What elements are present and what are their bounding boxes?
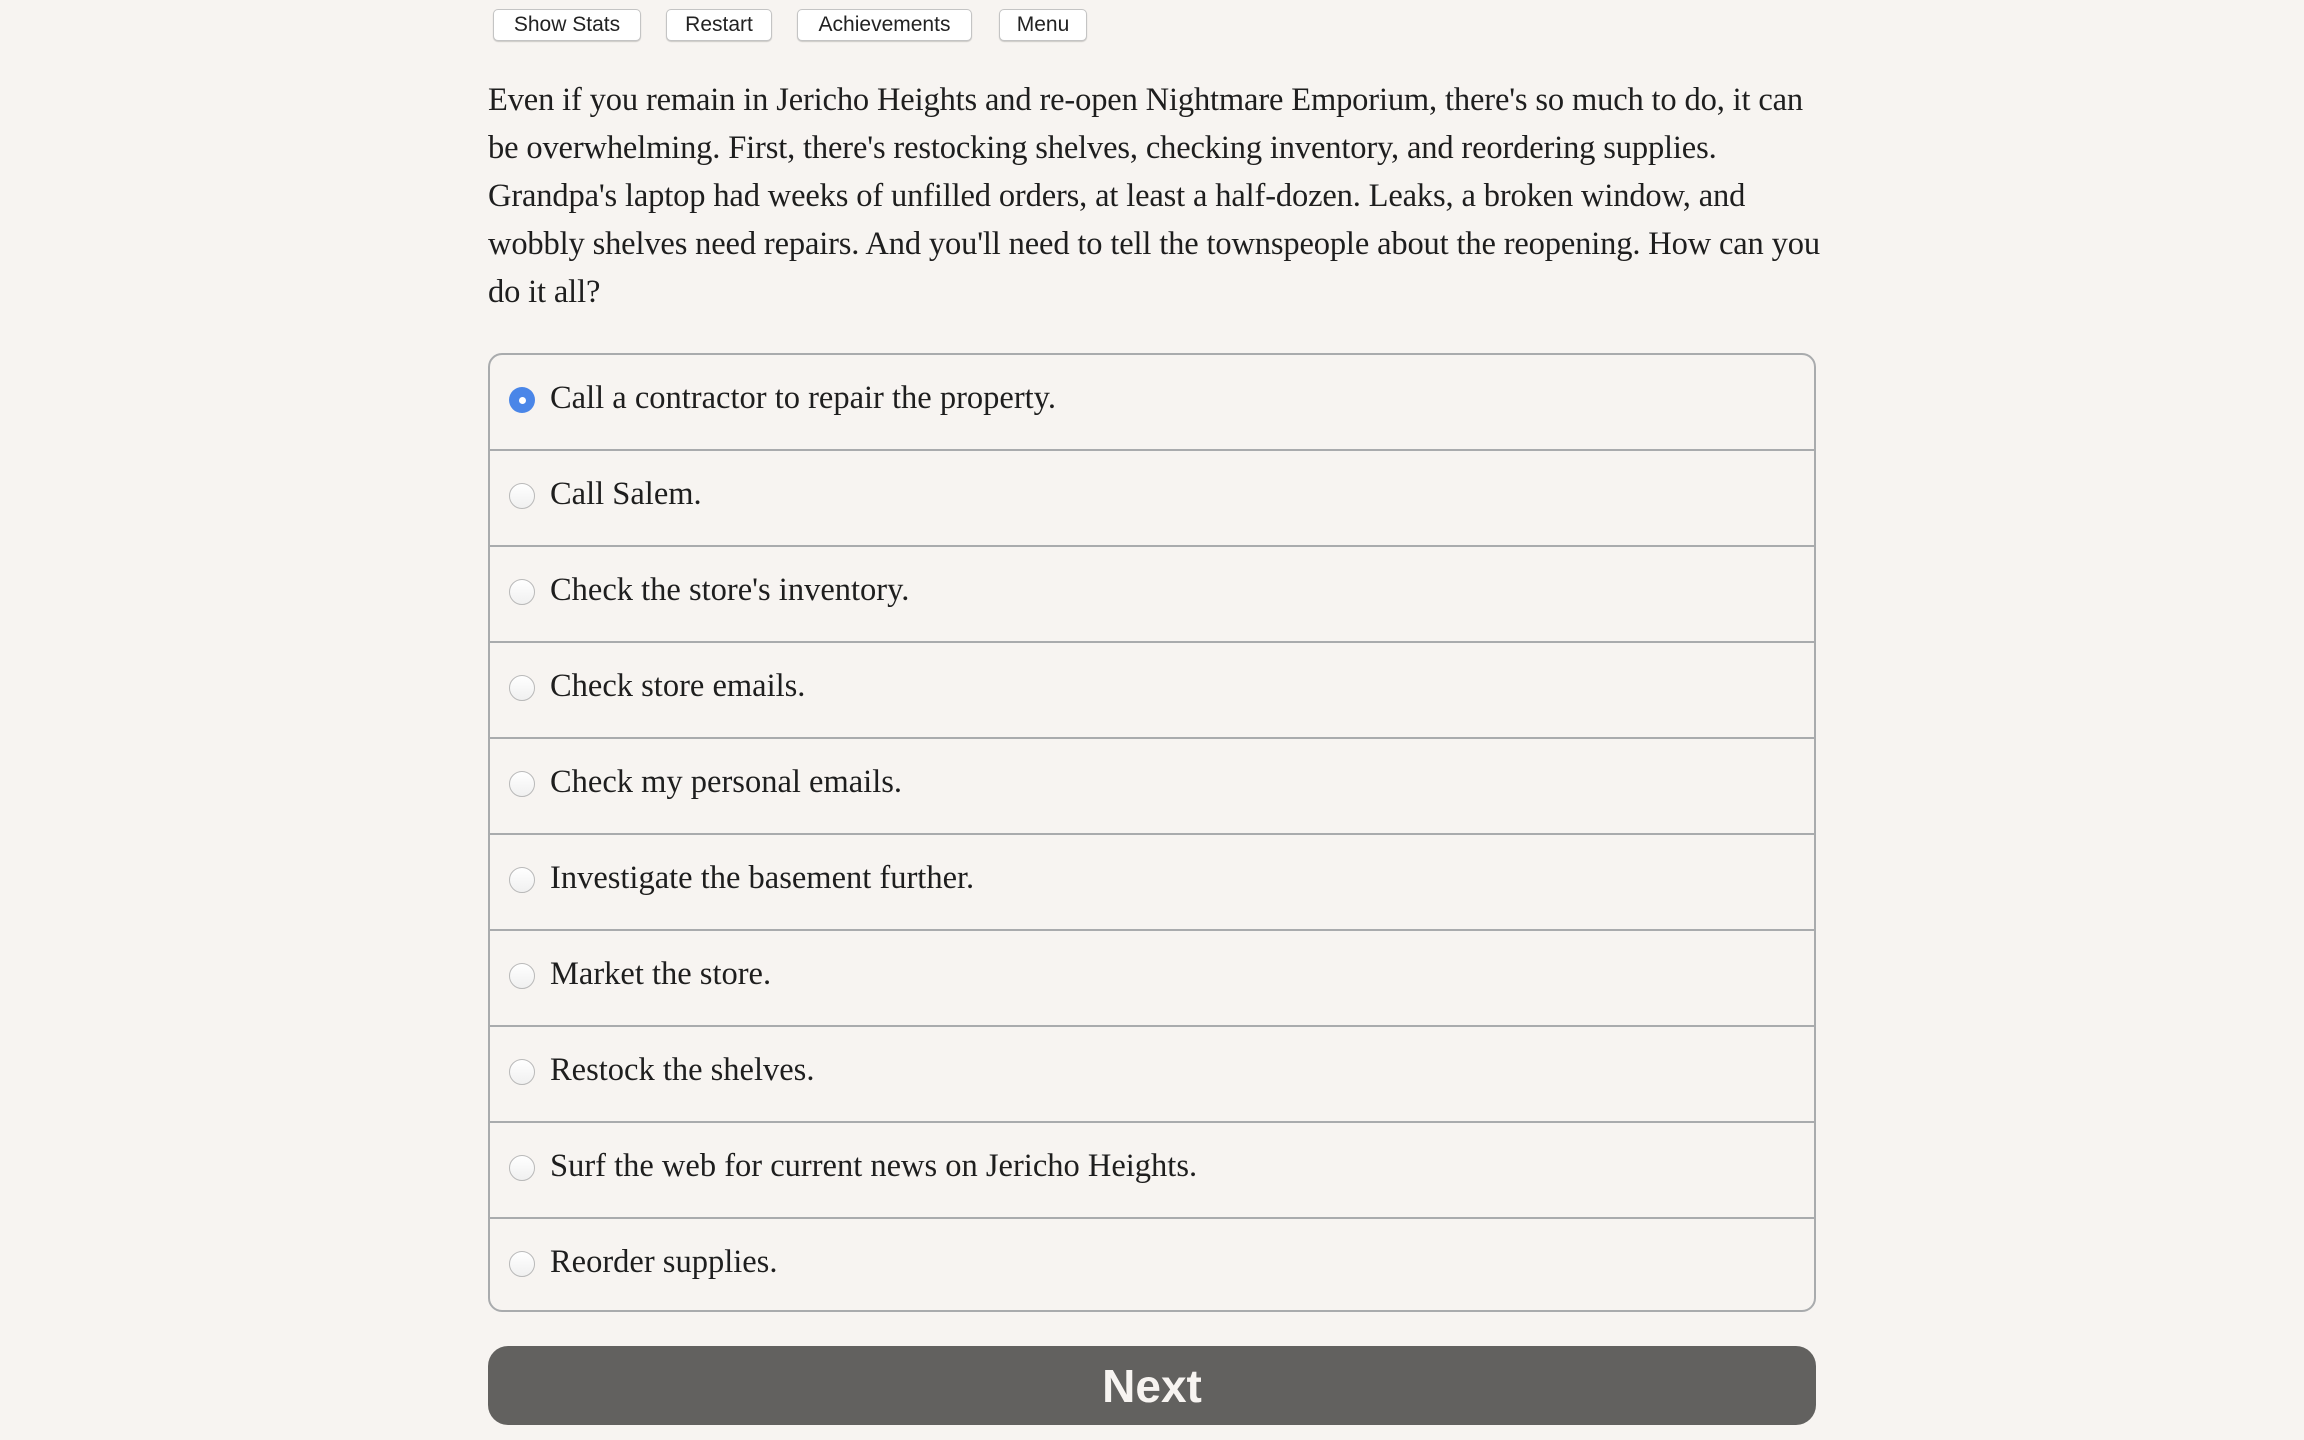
radio-unselected-icon[interactable] [509,579,535,605]
radio-unselected-icon[interactable] [509,675,535,701]
choice-label: Check store emails. [550,668,806,704]
choice-option[interactable] [490,451,1814,547]
achievements-button[interactable]: Achievements [797,9,972,41]
radio-unselected-icon[interactable] [509,867,535,893]
choice-option[interactable] [490,1027,1814,1123]
choice-list [488,353,1816,1312]
show-stats-button[interactable]: Show Stats [493,9,641,41]
radio-unselected-icon[interactable] [509,1251,535,1277]
choice-option[interactable] [490,739,1814,835]
choice-option[interactable] [490,1219,1814,1312]
radio-unselected-icon[interactable] [509,1155,535,1181]
radio-unselected-icon[interactable] [509,771,535,797]
menu-button[interactable]: Menu [999,9,1087,41]
radio-selected-icon[interactable] [509,387,535,413]
choice-label: Call Salem. [550,476,702,512]
radio-unselected-icon[interactable] [509,483,535,509]
choice-label: Reorder supplies. [550,1244,778,1280]
choice-label: Investigate the basement further. [550,860,975,896]
choice-option[interactable] [490,547,1814,643]
choice-label: Check my personal emails. [550,764,902,800]
choice-option[interactable] [490,643,1814,739]
next-button[interactable]: Next [488,1346,1816,1425]
choice-label: Restock the shelves. [550,1052,815,1088]
choice-option[interactable] [490,1123,1814,1219]
choice-option[interactable] [490,835,1814,931]
choice-label: Check the store's inventory. [550,572,910,608]
choice-option[interactable] [490,355,1814,451]
radio-unselected-icon[interactable] [509,963,535,989]
choice-label: Market the store. [550,956,772,992]
choice-option[interactable] [490,931,1814,1027]
choice-label: Surf the web for current news on Jericho Heights. [550,1148,1198,1184]
restart-button[interactable]: Restart [666,9,772,41]
radio-unselected-icon[interactable] [509,1059,535,1085]
choice-label: Call a contractor to repair the property. [550,380,1056,416]
story-passage: Even if you remain in Jericho Heights and re-open Nightmare Emporium, there's so much to do, it can be overwhelming. First, there's restocking shelves, checking inventory, and reordering supplies. Grandpa's laptop had weeks of unfilled orders, at least a half-dozen. Leaks, a broken window, and wobbly shelves need repairs. And you'll need to tell the townspeople about the reopening. How can you do it all? [488,82,1820,310]
